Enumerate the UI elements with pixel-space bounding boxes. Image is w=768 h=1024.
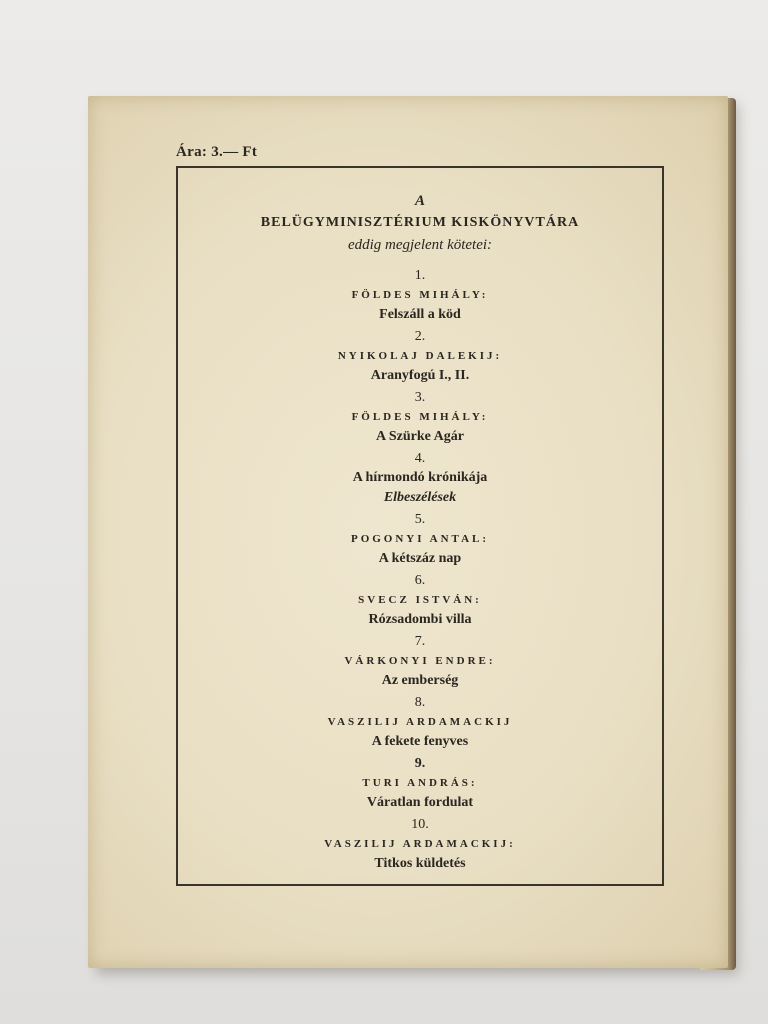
volume-number: 9. <box>414 756 426 771</box>
volume-entry <box>178 450 662 511</box>
volume-title: Váratlan fordulat <box>366 795 474 810</box>
volume-number: 2. <box>414 329 426 344</box>
volume-title: A Szürke Agár <box>376 429 464 444</box>
volume-entry <box>178 267 662 328</box>
volume-author: FÖLDES MIHÁLY: <box>351 289 489 301</box>
heading-a: A <box>414 193 425 209</box>
volume-author: POGONYI ANTAL: <box>350 533 490 545</box>
contents-frame <box>176 166 664 886</box>
volume-author: VÁRKONYI ENDRE: <box>344 655 496 667</box>
volume-title: Aranyfogú I., II. <box>370 368 470 383</box>
volume-author: VASZILIJ ARDAMACKIJ: <box>324 838 516 850</box>
volume-subtitle: Elbeszélések <box>383 490 457 505</box>
volume-title: Titkos küldetés <box>374 856 466 871</box>
volume-entry <box>178 572 662 633</box>
volume-number: 5. <box>414 512 426 527</box>
volume-entry <box>178 633 662 694</box>
volume-title: A fekete fenyves <box>371 734 469 749</box>
volume-number: 3. <box>414 390 426 405</box>
volume-title: Rózsadombi villa <box>368 612 472 627</box>
volume-number: 7. <box>414 634 426 649</box>
volume-title: A hírmondó krónikája <box>352 470 488 485</box>
volume-author: VASZILIJ ARDAMACKIJ <box>327 716 513 728</box>
volume-author: NYIKOLAJ DALEKIJ: <box>337 350 503 362</box>
volume-entry <box>178 755 662 816</box>
volume-title: Az emberség <box>381 673 459 688</box>
volume-number: 1. <box>414 268 426 283</box>
book-back-cover <box>88 96 728 968</box>
volume-title: Felszáll a köd <box>379 307 461 322</box>
volume-number: 8. <box>414 695 426 710</box>
volume-author: TURI ANDRÁS: <box>362 777 478 789</box>
series-title: BELÜGYMINISZTÉRIUM KISKÖNYVTÁRA <box>260 215 580 230</box>
volume-author: FÖLDES MIHÁLY: <box>351 411 489 423</box>
volume-title: A kétszáz nap <box>378 551 462 566</box>
volume-number: 6. <box>414 573 426 588</box>
volume-entry <box>178 328 662 389</box>
volume-number: 10. <box>411 817 429 832</box>
volume-entry <box>178 816 662 877</box>
volume-number: 4. <box>414 451 426 466</box>
volume-entry <box>178 694 662 755</box>
volume-list <box>178 190 662 877</box>
price-label: Ára: 3.— Ft <box>176 144 258 160</box>
volume-entry <box>178 389 662 450</box>
volume-author: SVECZ ISTVÁN: <box>358 594 482 606</box>
subheading: eddig megjelent kötetei: <box>347 237 493 253</box>
volume-entry <box>178 511 662 572</box>
